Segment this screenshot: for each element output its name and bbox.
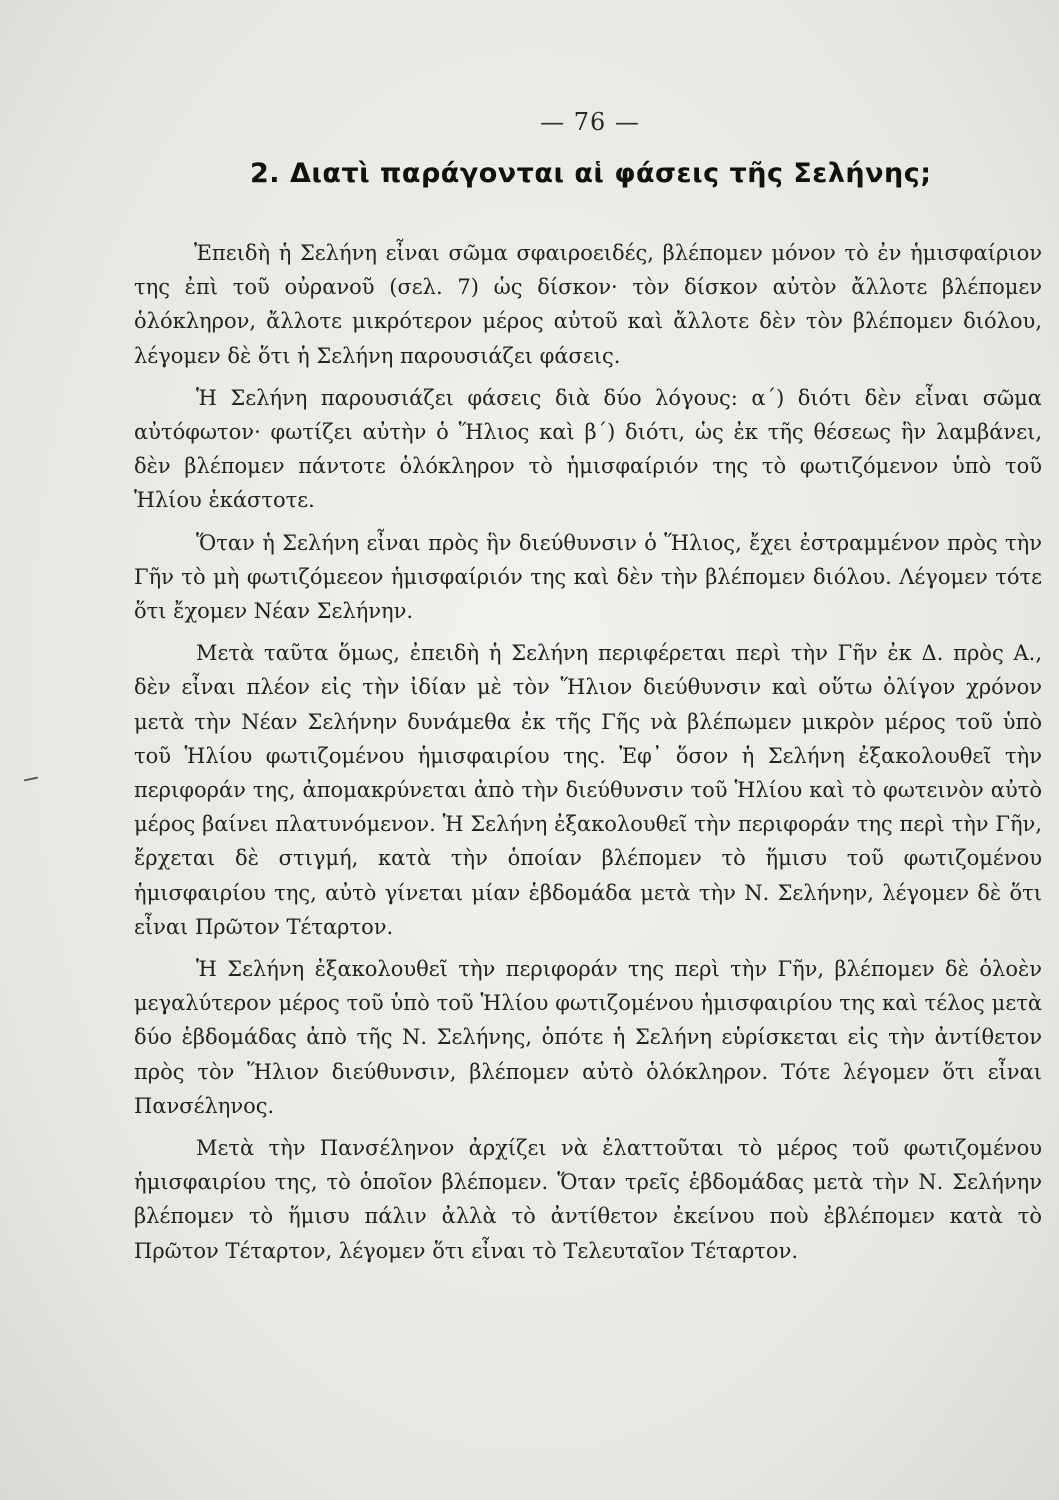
section-heading: 2. Διατὶ παράγονται αἱ φάσεις τῆς Σελήνης; xyxy=(250,158,932,189)
paragraph-1: Ἐπειδὴ ἡ Σελήνη εἶναι σῶμα σφαιροειδές, βλέπομεν μόνον τὸ ἐν ἡμισφαίριον της ἐπὶ τοῦ οὐρανοῦ (σελ. 7) ὡς δίσκον· τὸν δίσκον αὐτὸν ἄλλοτε βλέπομεν ὁλόκληρον, ἄλλοτε μικρότερον μέρος αὐτοῦ καὶ ἄλλοτε δὲν τὸν βλέπομεν διόλου, λέγομεν δὲ ὅτι ἡ Σελήνη παρουσιάζει φάσεις. xyxy=(134,241,1042,368)
paragraph-6: Μετὰ τὴν Πανσέληνον ἀρχίζει νὰ ἐλαττοῦται τὸ μέρος τοῦ φωτιζομένου ἡμισφαιρίου της, τὸ ὁποῖον βλέπομεν. Ὅταν τρεῖς ἑβδομάδας μετὰ τὴν Ν. Σελήνην βλέπομεν τὸ ἥμισυ πάλιν ἀλλὰ τὸ ἀντίθετον ἐκείνου ποὺ ἐβλέπομεν κατὰ τὸ Πρῶτον Τέταρτον, λέγομεν ὅτι εἶναι τὸ Τελευταῖον Τέταρτον. xyxy=(134,1136,1042,1263)
paragraph-5: Ἡ Σελήνη ἐξακολουθεῖ τὴν περιφοράν της περὶ τὴν Γῆν, βλέπομεν δὲ ὁλοὲν μεγαλύτερον μέρος τοῦ ὑπὸ τοῦ Ἡλίου φωτιζομένου ἡμισφαιρίου της καὶ τέλος μετὰ δύο ἑβδομάδας ἀπὸ τῆς Ν. Σελήνης, ὁπότε ἡ Σελήνη εὑρίσκεται εἰς τὴν ἀντίθετον πρὸς τὸν Ἥλιον διεύθυνσιν, βλέπομεν αὐτὸ ὁλόκληρον. Τότε λέγομεν ὅτι εἶναι Πανσέληνος. xyxy=(134,957,1042,1118)
margin-mark xyxy=(24,777,38,782)
paragraph-2: Ἡ Σελήνη παρουσιάζει φάσεις διὰ δύο λόγους: α΄) διότι δὲν εἶναι σῶμα αὐτόφωτον· φωτίζει αὐτὴν ὁ Ἥλιος καὶ β΄) διότι, ὡς ἐκ τῆς θέσεως ἣν λαμβάνει, δὲν βλέπομεν πάντοτε ὁλόκληρον τὸ ἡμισφαίριόν της τὸ φωτιζόμενον ὑπὸ τοῦ Ἡλίου ἑκάστοτε. xyxy=(134,385,1042,513)
page-number: — 76 — xyxy=(540,108,640,136)
body-text xyxy=(134,236,1042,1268)
paragraph-4: Μετὰ ταῦτα ὅμως, ἐπειδὴ ἡ Σελήνη περιφέρεται περὶ τὴν Γῆν ἐκ Δ. πρὸς Α., δὲν εἶναι πλέον εἰς τὴν ἰδίαν μὲ τὸν Ἥλιον διεύθυνσιν καὶ οὕτω ὀλίγον χρόνον μετὰ τὴν Νέαν Σελήνην δυνάμεθα ἐκ τῆς Γῆς νὰ βλέπωμεν μικρὸν μέρος τοῦ ὑπὸ τοῦ Ἡλίου φωτιζομένου ἡμισφαιρίου της. Ἐφ᾿ ὅσον ἡ Σελήνη ἐξακολουθεῖ τὴν περιφοράν της, ἀπομακρύνεται ἀπὸ τὴν διεύθυνσιν τοῦ Ἡλίου καὶ τὸ φωτεινὸν αὐτὸ μέρος βαίνει πλατυνόμενον. Ἡ Σελήνη ἐξακολουθεῖ τὴν περιφοράν της περὶ τὴν Γῆν, ἔρχεται δὲ στιγμή, κατὰ τὴν ὁποίαν βλέπομεν τὸ ἥμισυ τοῦ φωτιζομένου ἡμισφαιρίου της, αὐτὸ γίνεται μίαν ἑβδομάδα μετὰ τὴν Ν. Σελήνην, λέγομεν δὲ ὅτι εἶναι Πρῶτον Τέταρτον. xyxy=(134,641,1042,939)
paragraph-3: Ὅταν ἡ Σελήνη εἶναι πρὸς ἣν διεύθυνσιν ὁ Ἥλιος, ἔχει ἐστραμμένον πρὸς τὴν Γῆν τὸ μὴ φωτιζόμεεον ἡμισφαίριόν της καὶ δὲν τὴν βλέπομεν διόλου. Λέγομεν τότε ὅτι ἔχομεν Νέαν Σελήνην. xyxy=(134,530,1042,624)
